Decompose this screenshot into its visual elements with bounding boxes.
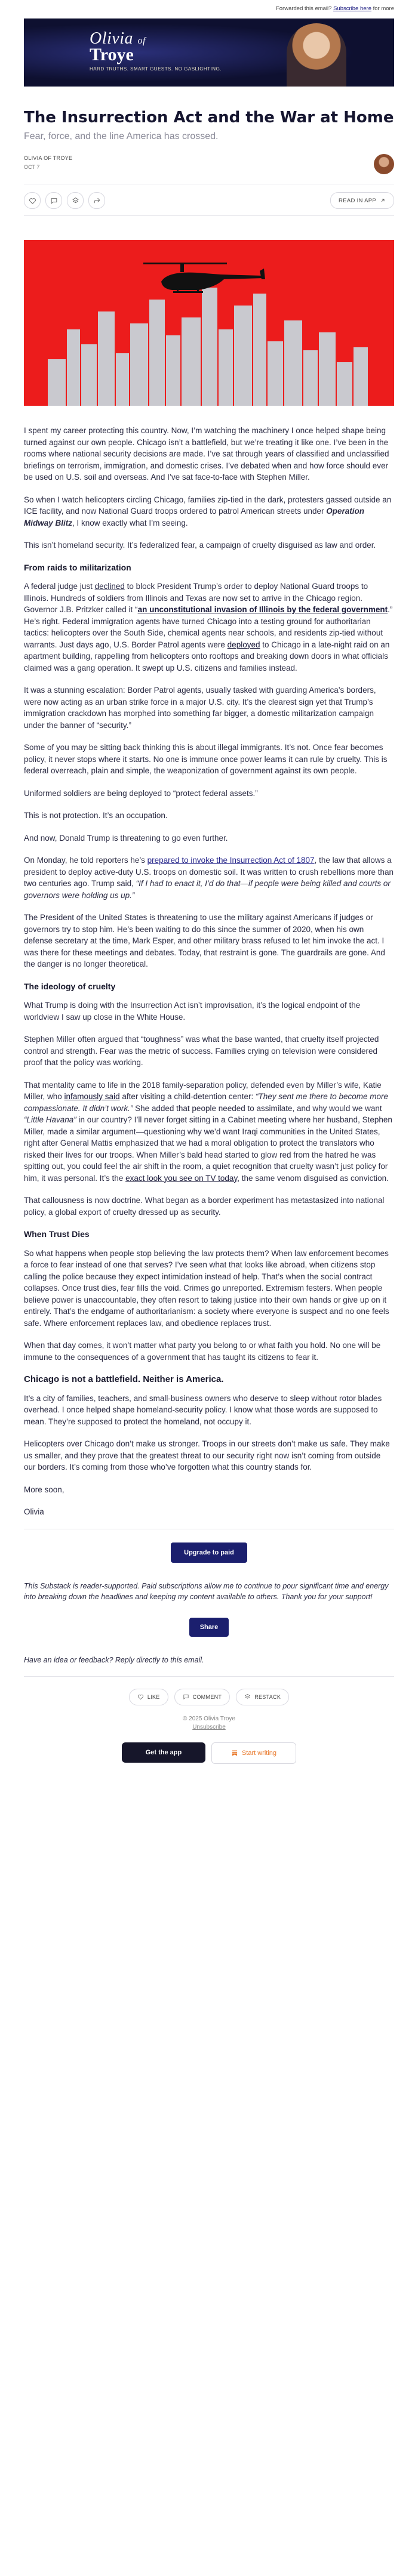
restack-icon bbox=[72, 197, 79, 205]
footer-like-button[interactable]: LIKE bbox=[129, 1689, 168, 1705]
unsubscribe-link[interactable]: Unsubscribe bbox=[192, 1723, 226, 1730]
footer-restack-button[interactable]: RESTACK bbox=[236, 1689, 289, 1705]
paragraph: This isn’t homeland security. It’s federalized fear, a campaign of cruelty disguised as law and order. bbox=[24, 541, 376, 550]
article-link[interactable]: infamously said bbox=[64, 1092, 120, 1101]
external-link-icon bbox=[380, 198, 386, 203]
article-link[interactable]: exact look you see on TV today bbox=[125, 1173, 238, 1183]
paragraph: It’s a city of families, teachers, and small-business owners who deserve to sleep without rotor blades overhead. I once helped shape homeland-security policy. I know what those words are supposed to mean. They’re supposed to protect the homeland, not occupy it. bbox=[24, 1393, 382, 1426]
paragraph: So when I watch helicopters circling Chicago, families zip-tied in the dark, protesters gassed outside an ICE facility, and now National Guard troops ordered to patrol American streets under Operation Midway Blitz, I know exactly what I’m seeing. bbox=[24, 495, 392, 527]
post-meta bbox=[24, 155, 394, 177]
section-heading: When Trust Dies bbox=[24, 1229, 90, 1239]
app-promo bbox=[24, 1742, 394, 1764]
paragraph: That callousness is now doctrine. What began as a border experiment has metastasized into national policy, a global export of cruelty dressed up as security. bbox=[24, 1196, 385, 1217]
article-body bbox=[24, 425, 394, 1518]
skyline-helicopter-illustration bbox=[24, 240, 394, 406]
paragraph: What Trump is doing with the Insurrection Act isn’t improvisation, it’s the logical endpoint of the worldview I saw up close in the White House. bbox=[24, 1001, 361, 1022]
brand-logo: Olivia of Troye HARD TRUTHS. SMART GUESTS. NO GASLIGHTING. bbox=[90, 29, 222, 72]
paragraph: So what happens when people stop believing the law protects them? When law enforcement becomes a force to fear instead of one that serves? I’ve seen what that looks like abroad, when citizens stop calling the police because they expect intimidation instead of help. That’s when the social contract collapses. Once trust dies, fear fills the void. Crimes go unreported. Extremism festers. When people believe power is unaccountable, they often resort to taking justice into their own hands or give up on it entirely. That’s the endgame of authoritarianism: a society where everyone is suspect and no one feels safe. Where enforcement replaces law, and obedience replaces trust. bbox=[24, 1248, 389, 1328]
forward-note: Forwarded this email? Subscribe here for more bbox=[275, 5, 394, 12]
newsletter-banner[interactable] bbox=[24, 18, 394, 87]
share-publication-button[interactable]: Share bbox=[189, 1618, 229, 1637]
support-note: This Substack is reader-supported. Paid subscriptions allow me to continue to pour significant time and energy into breaking down the headlines and keeping my content available to others. Thank you for your support! bbox=[24, 1581, 389, 1601]
post-subtitle: Fear, force, and the line America has crossed. bbox=[24, 131, 219, 141]
comment-button[interactable] bbox=[45, 192, 62, 209]
get-the-app-button[interactable]: Get the app bbox=[122, 1742, 205, 1763]
section-heading: Chicago is not a battlefield. Neither is America. bbox=[24, 1374, 224, 1384]
section-heading: The ideology of cruelty bbox=[24, 981, 116, 991]
comment-icon bbox=[183, 1693, 189, 1700]
paragraph: On Monday, he told reporters he’s prepared to invoke the Insurrection Act of 1807, the law that allows a president to deploy active-duty U.S. troops on domestic soil. It was written to crush rebellions more than two centuries ago. Trump said, “If I had to enact it, I’d do that—if people were being killed and courts or governors were holding us up.” bbox=[24, 856, 394, 900]
post-footer bbox=[24, 1529, 394, 1764]
paragraph: And now, Donald Trump is threatening to go even further. bbox=[24, 833, 228, 843]
read-in-app-button[interactable]: READ IN APP bbox=[330, 192, 394, 209]
copyright-text: © 2025 Olivia Troye bbox=[183, 1715, 235, 1722]
comment-icon bbox=[50, 197, 58, 205]
footer-comment-button[interactable]: COMMENT bbox=[174, 1689, 230, 1705]
like-button[interactable] bbox=[24, 192, 41, 209]
paragraph: A federal judge just declined to block President Trump’s order to deploy National Guard troops to Illinois. Hundreds of soldiers from Illinois and Texas are now set to arrive in the Chicago region. Governor J.B. Pritzker called it “an unconstitutional invasion of Illinois by the federal government.” He’s right. Federal immigration agents have turned Chicago into a testing ground for authoritarian tactics: helicopters over the South Side, chemical agents near schools, and residents zip-tied without warrants. Just days ago, U.S. Border Patrol agents were deployed to Chicago in a late-night raid on an apartment building, rappelling from helicopters onto rooftops and breaking down doors in what officials claimed was a gang operation. It swept up U.S. citizens and families instead. bbox=[24, 582, 393, 672]
start-writing-button[interactable]: Start writing bbox=[211, 1742, 296, 1764]
paragraph: Stephen Miller often argued that “toughness” was what the base wanted, that cruelty itself projected control and strength. Fear was the metric of success. Families crying on television were considered proof that the policy was working. bbox=[24, 1035, 379, 1067]
post-title[interactable]: The Insurrection Act and the War at Home bbox=[24, 109, 394, 127]
banner-tagline: HARD TRUTHS. SMART GUESTS. NO GASLIGHTING. bbox=[90, 66, 222, 72]
share-button[interactable] bbox=[88, 192, 105, 209]
author-name[interactable]: OLIVIA OF TROYE bbox=[24, 155, 73, 161]
upgrade-to-paid-button[interactable]: Upgrade to paid bbox=[171, 1542, 247, 1563]
paragraph: That mentality came to life in the 2018 family-separation policy, defended even by Miller’s wife, Katie Miller, who infamously said after visiting a child-detention center: “They sent me there to become more compassionate. It didn’t work.” She added that people needed to assimilate, and why would we want “Little Havana” in our country? I’ll never forget sitting in a Cabinet meeting where her husband, Stephen Miller, made a similar argument—questioning why we’d want Iraqi communities in the United States, right after General Mattis emphasized that we had a moral obligation to protect the translators who risked their lives for our troops. When Miller’s bald head started to glow red from the hatred he was spitting out, you could feel the air shift in the room, a quiet recognition that cruelty wasn’t just policy for him, it was personal. It’s the exact look you see on TV today, the same venom disguised as conviction. bbox=[24, 1080, 392, 1183]
paragraph: Some of you may be sitting back thinking this is about illegal immigrants. It’s not. Once fear becomes policy, it never stops where it starts. No one is immune once power learns it can rule by cruelty. This is federal overreach, plain and simple, the weaponization of government against its own people. bbox=[24, 743, 388, 775]
post-date: OCT 7 bbox=[24, 164, 40, 170]
author-portrait bbox=[287, 23, 346, 87]
article-link[interactable]: declined bbox=[94, 582, 125, 591]
article-link[interactable]: prepared to invoke the Insurrection Act of 1807 bbox=[147, 856, 315, 865]
substack-logo-icon bbox=[231, 1750, 238, 1757]
paragraph: Helicopters over Chicago don’t make us stronger. Troops in our streets don’t make us safe. They make us smaller, and they prove that the greatest threat to our security right now isn’t coming from outside our borders. It’s coming from those who’ve forgotten what this country stands for. bbox=[24, 1439, 390, 1471]
paragraph: This is not protection. It’s an occupation. bbox=[24, 811, 168, 820]
signature: Olivia bbox=[24, 1507, 44, 1516]
restack-button[interactable] bbox=[67, 192, 84, 209]
hero-image[interactable] bbox=[24, 240, 394, 406]
section-heading: From raids to militarization bbox=[24, 562, 131, 572]
share-icon bbox=[93, 197, 101, 205]
subscribe-link[interactable]: Subscribe here bbox=[333, 5, 371, 12]
paragraph: It was a stunning escalation: Border Patrol agents, usually tasked with guarding America’s borders, were now acting as an urban strike force in a major U.S. city. It’s the clearest sign yet that Trump’s immigration crackdown has morphed into something far bigger, a domestic militarization campaign under the banner of “security.” bbox=[24, 686, 376, 730]
heart-icon bbox=[137, 1693, 144, 1700]
paragraph: More soon, bbox=[24, 1485, 64, 1494]
copyright-block bbox=[24, 1715, 394, 1732]
article-link[interactable]: deployed bbox=[227, 640, 260, 649]
paragraph: I spent my career protecting this country. Now, I’m watching the machinery I once helped shape being turned against our own people. Chicago isn’t a battlefield, but we’re treating it like one. I’ve been in the rooms where national security decisions are made. I’ve sat through years of classified and unclassified briefings on terrorism, immigration, and domestic crises. I’ve debated when and how force should ever be used on U.S. soil and overseas. And I’ve sat face-to-face with Stephen Miller. bbox=[24, 426, 389, 482]
article-link[interactable]: an unconstitutional invasion of Illinois by the federal government bbox=[137, 605, 388, 614]
restack-icon bbox=[244, 1693, 251, 1700]
paragraph: Uniformed soldiers are being deployed to “protect federal assets.” bbox=[24, 788, 258, 798]
post-actions-bar bbox=[24, 184, 394, 216]
author-avatar[interactable] bbox=[374, 154, 394, 174]
heart-icon bbox=[29, 197, 36, 205]
feedback-note: Have an idea or feedback? Reply directly to this email. bbox=[24, 1655, 204, 1664]
footer-actions bbox=[24, 1689, 394, 1705]
paragraph: The President of the United States is threatening to use the military against Americans if judges or governors try to stop him. He’s been waiting to do this since the summer of 2020, when his own defense secretary at the time, Mark Esper, and other military brass refused to let him invoke the act. I was there for these meetings and debates. Today, that restraint is gone. The guardrails are gone. And the danger is no longer theoretical. bbox=[24, 913, 385, 968]
paragraph: When that day comes, it won’t matter what party you belong to or what faith you hold. No one will be immune to the consequences of a government that has taught its citizens to fear it. bbox=[24, 1341, 381, 1362]
